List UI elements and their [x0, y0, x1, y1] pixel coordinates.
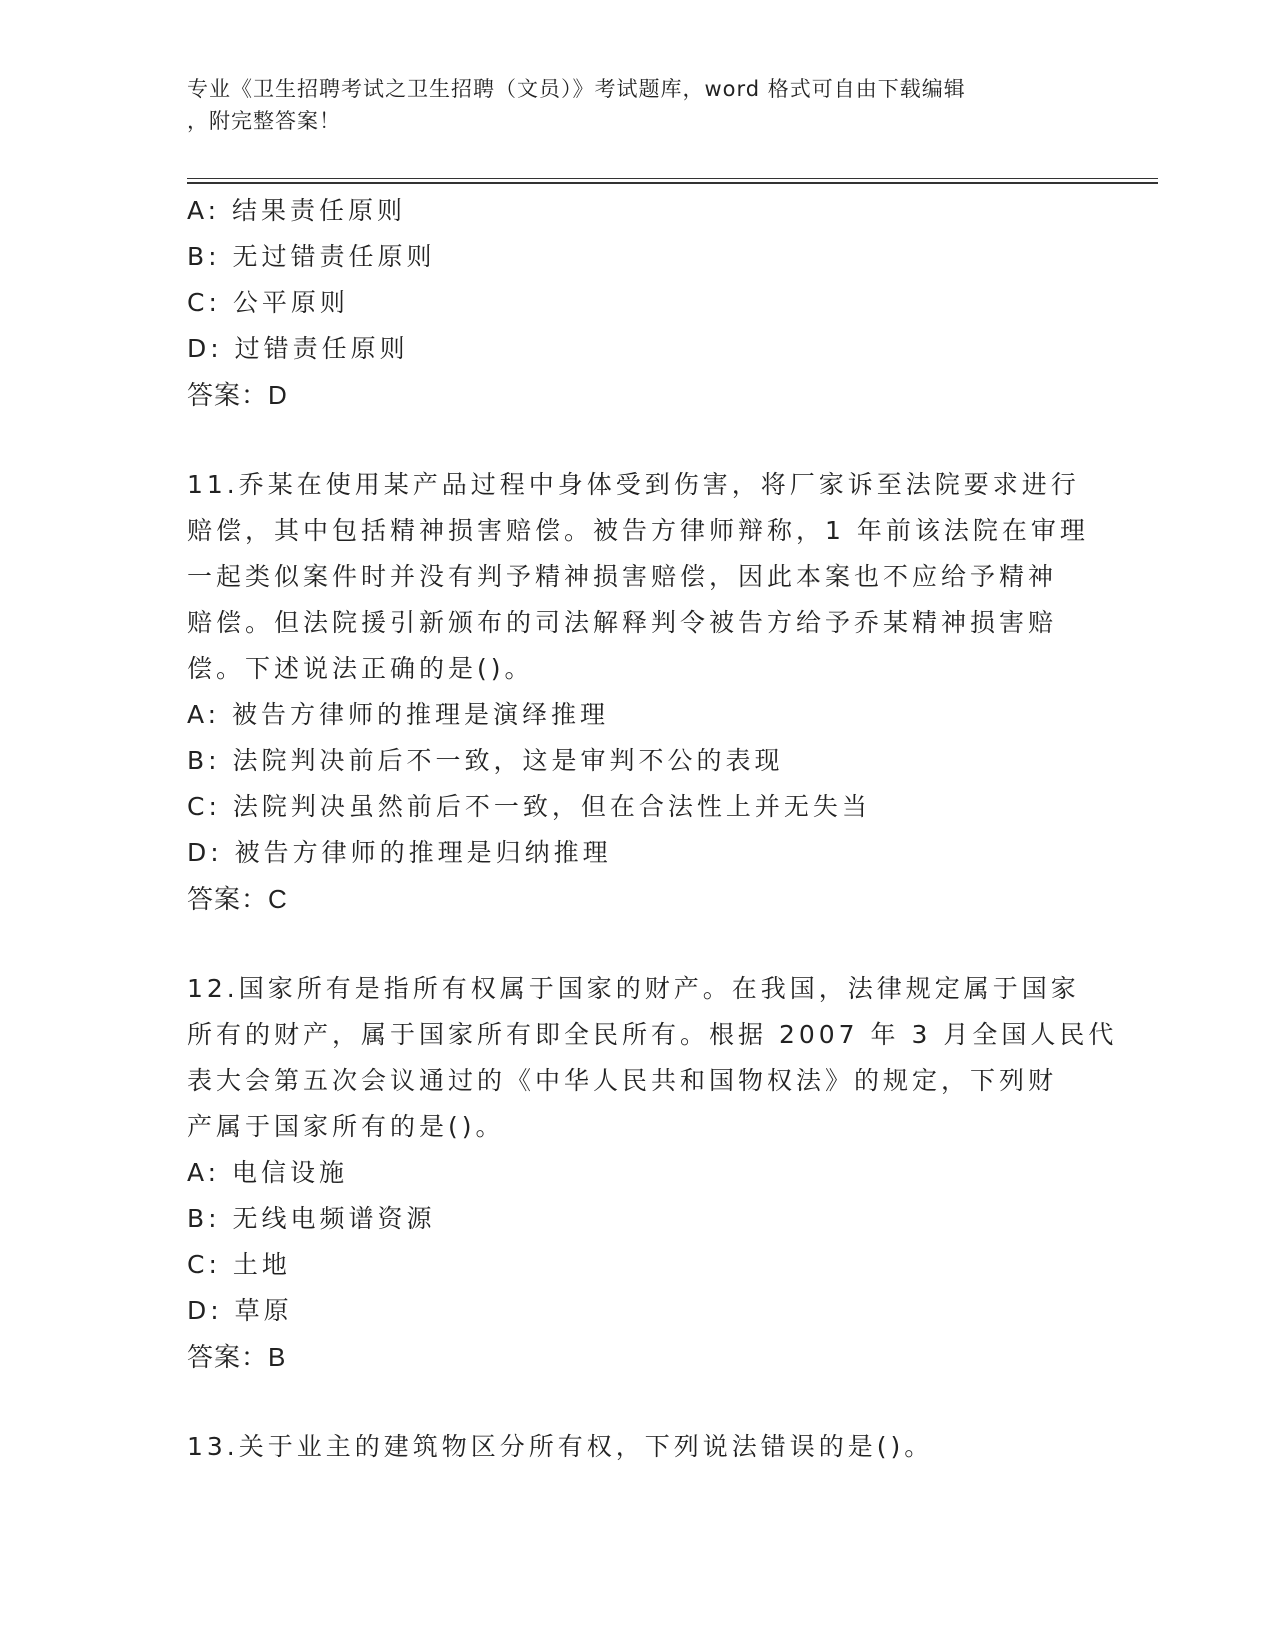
question-10	[187, 188, 1087, 418]
header-divider-thick	[187, 182, 1158, 184]
answer-line: 答案：D	[187, 380, 288, 410]
document-header	[187, 73, 1087, 137]
option-c: C: 法院判决虽然前后不一致，但在合法性上并无失当	[187, 792, 871, 821]
question-stem-line: 12.国家所有是指所有权属于国家的财产。在我国，法律规定属于国家	[187, 974, 1080, 1003]
option-a: A: 被告方律师的推理是演绎推理	[187, 700, 610, 729]
question-stem-line: 产属于国家所有的是()。	[187, 1112, 505, 1141]
question-content	[187, 188, 1118, 1470]
question-stem-line: 11.乔某在使用某产品过程中身体受到伤害，将厂家诉至法院要求进行	[187, 470, 1080, 499]
question-13	[187, 1424, 1087, 1470]
header-line-1: 专业《卫生招聘考试之卫生招聘（文员）》考试题库，word 格式可自由下载编辑	[187, 77, 966, 101]
option-a: A: 电信设施	[187, 1158, 349, 1187]
question-stem-line: 13.关于业主的建筑物区分所有权，下列说法错误的是()。	[187, 1432, 934, 1461]
spacer	[187, 922, 1087, 966]
question-stem-line: 赔偿。但法院援引新颁布的司法解释判令被告方给予乔某精神损害赔	[187, 608, 1058, 637]
option-d: D: 草原	[187, 1296, 293, 1325]
option-c: C: 公平原则	[187, 288, 349, 317]
question-stem-line: 一起类似案件时并没有判予精神损害赔偿，因此本案也不应给予精神	[187, 562, 1058, 591]
question-stem-line: 偿。下述说法正确的是()。	[187, 654, 534, 683]
option-d: D: 被告方律师的推理是归纳推理	[187, 838, 612, 867]
option-d: D: 过错责任原则	[187, 334, 409, 363]
question-stem-line: 所有的财产，属于国家所有即全民所有。根据 2007 年 3 月全国人民代	[187, 1020, 1118, 1049]
option-c: C: 土地	[187, 1250, 291, 1279]
header-divider-thin	[187, 178, 1158, 179]
spacer	[187, 1380, 1087, 1424]
option-b: B: 法院判决前后不一致，这是审判不公的表现	[187, 746, 784, 775]
option-b: B: 无过错责任原则	[187, 242, 436, 271]
spacer	[187, 418, 1087, 462]
header-line-2: ，附完整答案！	[187, 109, 341, 133]
option-b: B: 无线电频谱资源	[187, 1204, 436, 1233]
question-stem-line: 赔偿，其中包括精神损害赔偿。被告方律师辩称，1 年前该法院在审理	[187, 516, 1089, 545]
question-stem-line: 表大会第五次会议通过的《中华人民共和国物权法》的规定，下列财	[187, 1066, 1058, 1095]
question-11	[187, 462, 1087, 922]
option-a: A: 结果责任原则	[187, 196, 407, 225]
question-12	[187, 966, 1118, 1380]
answer-line: 答案：B	[187, 1342, 287, 1372]
answer-line: 答案：C	[187, 884, 288, 914]
